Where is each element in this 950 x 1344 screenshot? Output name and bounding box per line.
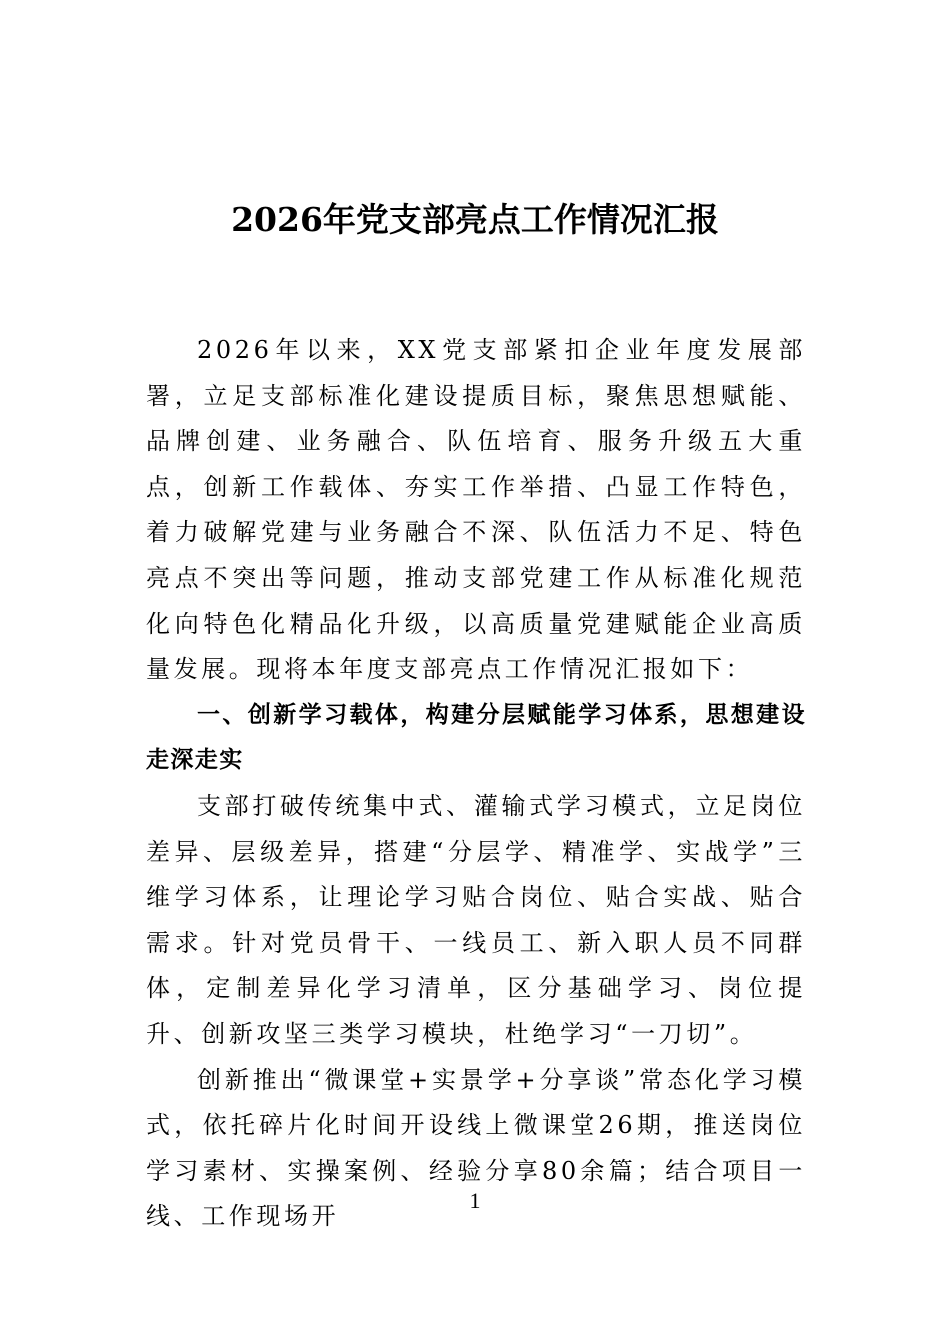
body-paragraph: 支部打破传统集中式、灌输式学习模式，立足岗位差异、层级差异，搭建“分层学、精准学、实战学”三维学习体系，让理论学习贴合岗位、贴合实战、贴合需求。针对党员骨干、一线员工、新入职人员不同群体，定制差异化学习清单，区分基础学习、岗位提升、创新攻坚三类学习模块，杜绝学习“一刀切”。 — [146, 791, 806, 1048]
document-body — [146, 328, 806, 1240]
document-title: 2026年党支部亮点工作情况汇报 — [231, 200, 719, 239]
body-paragraph: 创新推出“微课堂+实景学+分享谈”常态化学习模式，依托碎片化时间开设线上微课堂26期，推送岗位学习素材、实操案例、经验分享80余篇；结合项目一线、工作现场开 — [146, 1065, 806, 1231]
section-heading: 一、创新学习载体，构建分层赋能学习体系，思想建设走深走实 — [146, 701, 806, 774]
page-number: 1 — [469, 1188, 481, 1213]
intro-paragraph: 2026年以来，XX党支部紧扣企业年度发展部署，立足支部标准化建设提质目标，聚焦思想赋能、品牌创建、业务融合、队伍培育、服务升级五大重点，创新工作载体、夯实工作举措、凸显工作特色，着力破解党建与业务融合不深、队伍活力不足、特色亮点不突出等问题，推动支部党建工作从标准化规范化向特色化精品化升级，以高质量党建赋能企业高质量发展。现将本年度支部亮点工作情况汇报如下： — [146, 336, 806, 684]
